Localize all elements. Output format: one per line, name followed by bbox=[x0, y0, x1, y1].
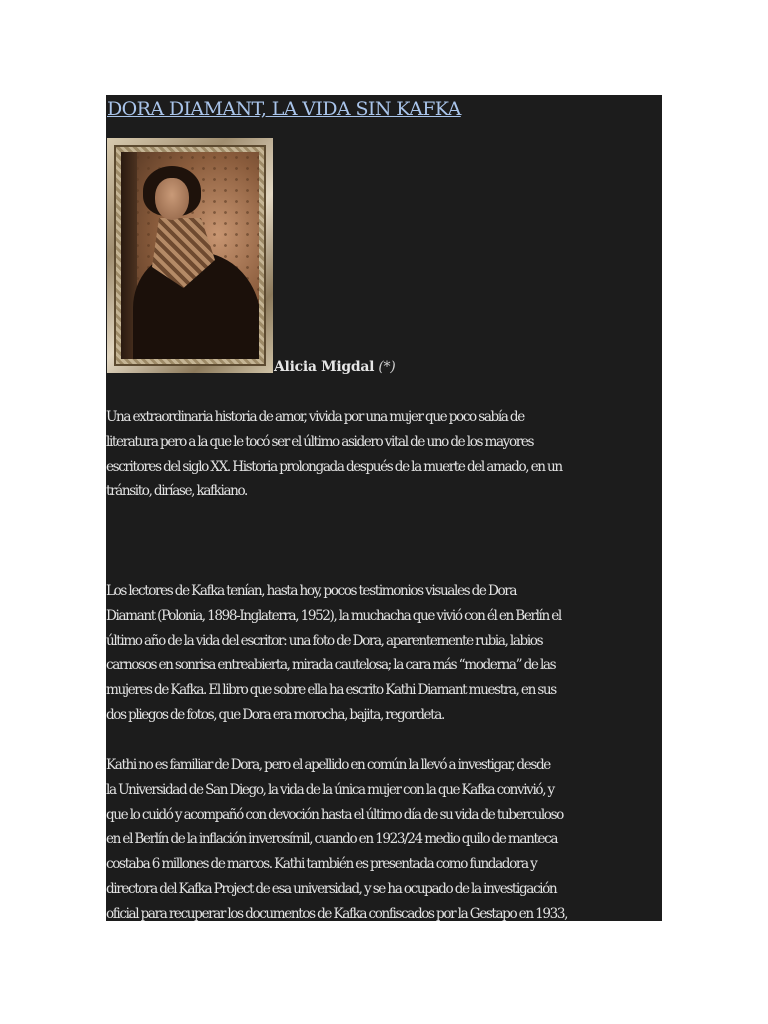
portrait-photo bbox=[121, 152, 259, 359]
paragraph-line: dos pliegos de fotos, que Dora era morocha, bajita, regordeta. bbox=[106, 706, 444, 723]
paragraph-line: Diamant (Polonia, 1898-Inglaterra, 1952), la muchacha que vivió con él en Berlín el bbox=[106, 607, 561, 624]
paragraph-intro bbox=[106, 405, 662, 504]
paragraph-line: carnosos en sonrisa entreabierta, mirada cautelosa; la cara más “moderna” de las bbox=[106, 657, 556, 674]
paragraph-line: tránsito, diríase, kafkiano. bbox=[106, 483, 247, 500]
paragraph-line: escritores del siglo XX. Historia prolongada después de la muerte del amado, en un bbox=[106, 458, 562, 475]
paragraph-line: mujeres de Kafka. El libro que sobre ella ha escrito Kathi Diamant muestra, en sus bbox=[106, 682, 556, 699]
article-content bbox=[106, 95, 662, 921]
author-byline bbox=[274, 358, 395, 376]
paragraph-line: Los lectores de Kafka tenían, hasta hoy, pocos testimonios visuales de Dora bbox=[106, 583, 517, 599]
paragraph-line: la Universidad de San Diego, la vida de la única mujer con la que Kafka convivió, y bbox=[106, 781, 554, 798]
author-name: Alicia Migdal bbox=[274, 359, 375, 375]
frame-border bbox=[114, 145, 266, 366]
paragraph-line: que lo cuidó y acompañó con devoción hasta el último día de su vida de tuberculoso bbox=[106, 806, 563, 823]
portrait-photo-frame bbox=[107, 138, 273, 373]
paragraph-line: Kathi no es familiar de Dora, pero el apellido en común la llevó a investigar, desde bbox=[106, 757, 550, 773]
paragraph-kathi bbox=[106, 753, 662, 921]
article-title-link[interactable]: DORA DIAMANT, LA VIDA SIN KAFKA bbox=[107, 98, 461, 120]
paragraph-line: en el Berlín de la inflación inverosímil, cuando en 1923/24 medio quilo de manteca bbox=[106, 831, 558, 848]
paragraph-line: costaba 6 millones de marcos. Kathi también es presentada como fundadora y bbox=[106, 856, 537, 873]
paragraph-line: Una extraordinaria historia de amor, vivida por una mujer que poco sabía de bbox=[106, 409, 524, 425]
paragraph-line: oficial para recuperar los documentos de Kafka confiscados por la Gestapo en 1933, bbox=[106, 905, 568, 921]
paragraph-readers bbox=[106, 579, 662, 728]
paragraph-line: directora del Kafka Project de esa universidad, y se ha ocupado de la investigación bbox=[106, 880, 557, 897]
author-footnote-ref: (*) bbox=[378, 359, 396, 375]
paragraph-line: literatura pero a la que le tocó ser el último asidero vital de uno de los mayores bbox=[106, 433, 534, 450]
paragraph-line: último año de la vida del escritor: una foto de Dora, aparentemente rubia, labios bbox=[106, 632, 543, 649]
